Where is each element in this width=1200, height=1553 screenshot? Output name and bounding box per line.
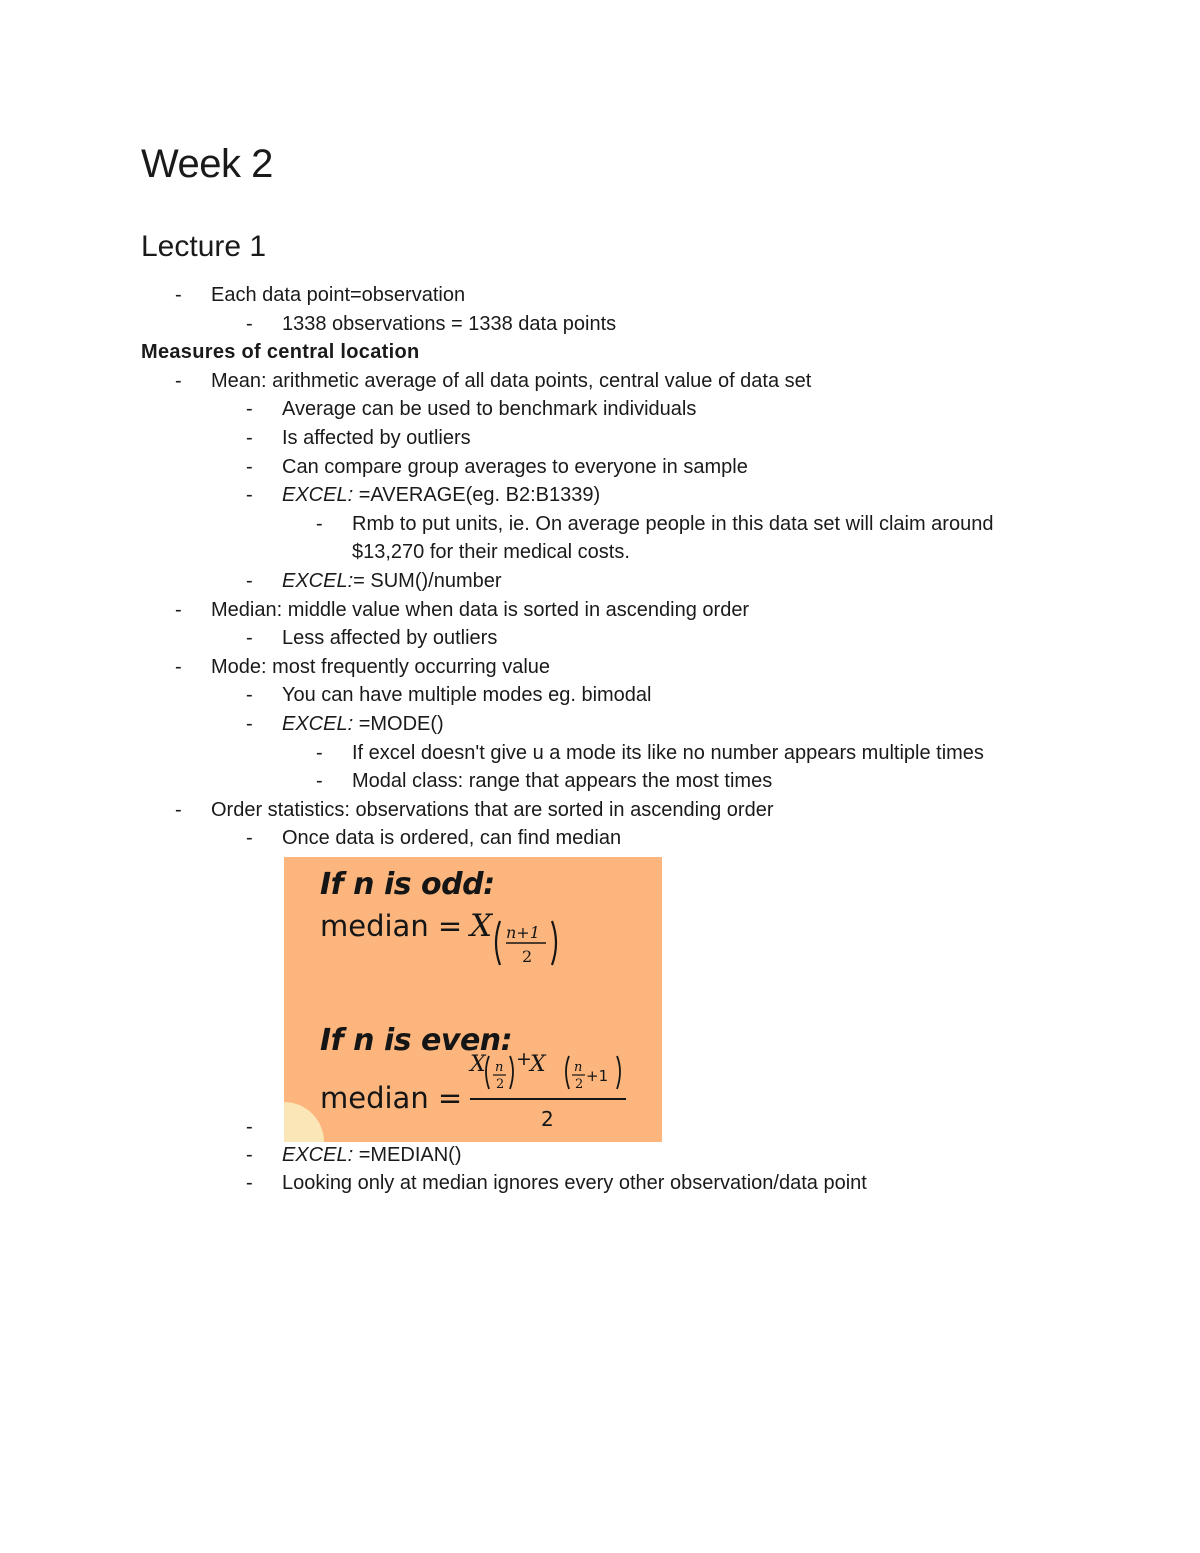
even-first-n: n [495, 1059, 504, 1075]
even-first-right-paren [510, 1056, 513, 1089]
excel-formula: =MODE() [353, 712, 444, 735]
list-item [0, 395, 1200, 424]
odd-numerator: n+1 [506, 922, 540, 942]
excel-label: EXCEL: [282, 712, 354, 735]
list-item-text: Can compare group averages to everyone in sample [282, 455, 748, 478]
list-item [0, 824, 1200, 853]
list-item [0, 710, 1200, 739]
list-item-text: Mode: most frequently occurring value [211, 655, 551, 678]
list-item [0, 481, 1200, 510]
list-item-text [282, 481, 600, 510]
median-formula-math [284, 857, 662, 1142]
median-formula-image [284, 857, 662, 1142]
list-item-text: Once data is ordered, can find median [282, 827, 622, 850]
bullet-dash: - [246, 484, 253, 507]
list-item [0, 310, 1200, 339]
even-denominator: 2 [541, 1106, 554, 1131]
bullet-dash: - [246, 627, 253, 650]
bullet-dash: - [246, 455, 253, 478]
list-item-text [282, 710, 444, 739]
bullet-dash: - [246, 1115, 253, 1138]
bullet-dash: - [175, 284, 182, 306]
list-item-text: Average can be used to benchmark individuals [282, 398, 697, 421]
bullet-dash: - [246, 398, 253, 421]
notes-body [0, 281, 1200, 1198]
even-median-label: median = [320, 1080, 463, 1115]
section-heading [0, 338, 1200, 367]
bullet-dash: - [246, 712, 253, 735]
list-item-text [282, 1141, 462, 1170]
bullet-dash: - [246, 1172, 253, 1195]
list-item-text: Modal class: range that appears the most times [352, 770, 773, 793]
bullet-dash: - [316, 741, 323, 764]
list-item [0, 538, 1200, 567]
odd-median-label: median = [320, 908, 463, 943]
bullet-dash: - [246, 827, 253, 850]
list-item [0, 281, 1200, 310]
bullet-dash: - [316, 512, 323, 535]
bullet-dash: - [246, 426, 253, 449]
list-item [0, 567, 1200, 596]
list-item-text: $13,270 for their medical costs. [352, 541, 630, 564]
bullet-dash: - [175, 598, 182, 621]
list-item [0, 596, 1200, 625]
odd-case-heading: If n is odd: [320, 866, 495, 902]
list-item-text: Measures of central location [141, 341, 420, 364]
bullet-dash: - [175, 369, 182, 392]
even-x-first: X [470, 1051, 486, 1077]
excel-formula: =AVERAGE(eg. B2:B1339) [353, 484, 601, 507]
bullet-dash: - [316, 770, 323, 793]
even-first-two: 2 [496, 1076, 505, 1092]
even-second-left-paren [566, 1056, 569, 1089]
notes-list-continued [0, 1141, 1200, 1198]
excel-label: EXCEL: [282, 569, 354, 592]
list-item [0, 1169, 1200, 1198]
excel-formula: =MEDIAN() [353, 1143, 462, 1166]
bullet-dash: - [246, 1143, 253, 1166]
list-item-text [282, 567, 502, 596]
bullet-dash: - [246, 569, 253, 592]
even-second-n: n [574, 1059, 583, 1075]
list-item-text: Rmb to put units, ie. On average people in this data set will claim around [352, 512, 994, 535]
list-item-text: If excel doesn't give u a mode its like no number appears multiple times [352, 741, 984, 764]
list-item [0, 681, 1200, 710]
even-second-two: 2 [575, 1076, 584, 1092]
list-item [0, 367, 1200, 396]
list-item-text: Order statistics: observations that are sorted in ascending order [211, 798, 774, 821]
list-item [0, 453, 1200, 482]
list-item-text: Median: middle value when data is sorted in ascending order [211, 598, 750, 621]
even-case-heading: If n is even: [320, 1022, 513, 1058]
odd-denominator: 2 [522, 946, 533, 966]
page-title: Week 2 [141, 142, 273, 186]
list-item-text: Looking only at median ignores every other observation/data point [282, 1172, 867, 1195]
even-first-left-paren [486, 1056, 489, 1089]
list-item-text: 1338 observations = 1338 data points [282, 312, 617, 335]
odd-left-paren [496, 921, 500, 965]
list-item-text: Mean: arithmetic average of all data points, central value of data set [211, 369, 812, 392]
notes-list [0, 281, 1200, 853]
list-item [0, 796, 1200, 825]
bullet-dash: - [246, 684, 253, 707]
list-item [0, 510, 1200, 539]
list-item [0, 624, 1200, 653]
list-item-text: Each data point=observation [211, 284, 466, 306]
excel-label: EXCEL: [282, 1143, 354, 1166]
even-plus-one: +1 [586, 1066, 609, 1085]
formula-row [0, 853, 1200, 1141]
list-item [0, 1141, 1200, 1170]
list-item-text: Less affected by outliers [282, 627, 498, 650]
excel-formula: = SUM()/number [353, 569, 502, 592]
list-item [0, 767, 1200, 796]
list-item-text: Is affected by outliers [282, 426, 471, 449]
odd-x-symbol: X [470, 907, 493, 944]
list-item-text: You can have multiple modes eg. bimodal [282, 684, 652, 707]
list-item [0, 653, 1200, 682]
even-second-right-paren [617, 1056, 620, 1089]
even-x-second: X [530, 1051, 546, 1077]
lecture-title: Lecture 1 [141, 230, 267, 263]
even-plus: + [516, 1047, 532, 1070]
odd-right-paren [552, 921, 556, 965]
list-item [0, 424, 1200, 453]
bullet-dash: - [175, 655, 182, 678]
bullet-dash: - [175, 798, 182, 821]
list-item [0, 739, 1200, 768]
bullet-dash: - [246, 312, 253, 335]
excel-label: EXCEL: [282, 484, 354, 507]
